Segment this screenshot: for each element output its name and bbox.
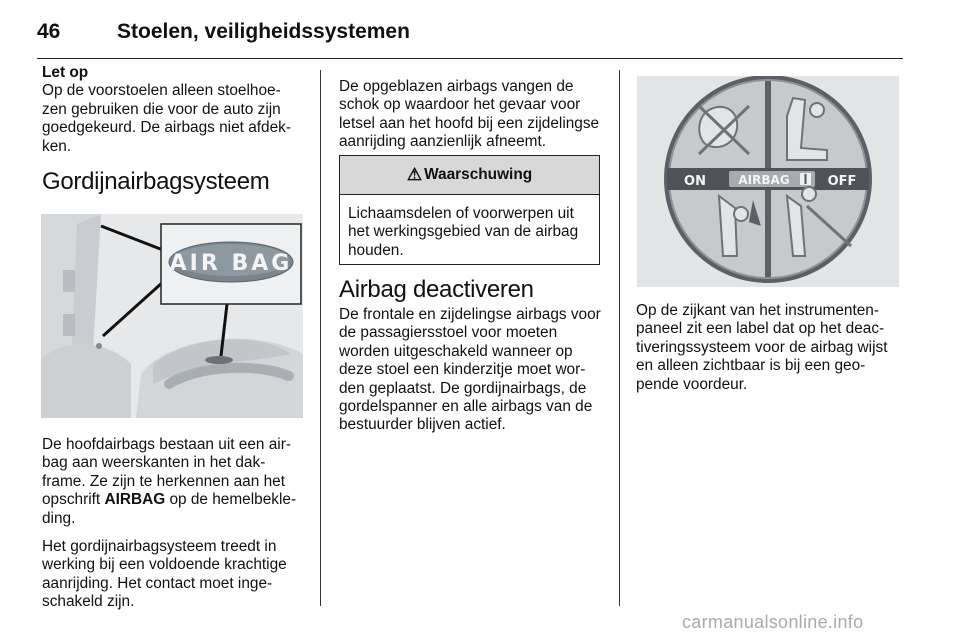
- switch-on-label: ON: [684, 174, 706, 189]
- switch-off-label: OFF: [827, 174, 857, 189]
- column-3: [636, 302, 906, 394]
- note-text: Op de voorstoelen alleen stoelhoe-zen gebruiken die voor de auto zijn goedgekeurd. De airbags niet afdek-ken.: [42, 82, 291, 155]
- curtain-airbag-illustration: [41, 214, 303, 418]
- column-divider-1: [320, 70, 321, 606]
- note-title: Let op: [42, 64, 89, 81]
- para-text-part: De hoofdairbags bestaan uit een air-bag aan weerskanten in het dak-frame. Ze zijn te herkennen aan het opschrift: [42, 436, 291, 509]
- page-number: 46: [37, 20, 61, 43]
- warning-text: Lichaamsdelen of voorwerpen uit het werkingsgebied van de airbag houden.: [348, 205, 579, 259]
- paragraph-inflated-airbags: De opgeblazen airbags vangen de schok op waardoor het gevaar voor letsel aan het hoofd bij een zijdelingse aanrijding aanzienlijk afneemt.: [339, 78, 600, 151]
- column-1-lower: [42, 436, 304, 612]
- deactivate-airbag-heading: Airbag deactiveren: [339, 276, 534, 303]
- column-divider-2: [619, 70, 620, 606]
- airbag-label-text: AIR BAG: [169, 251, 293, 276]
- warning-triangle-icon: ⚠: [406, 165, 423, 184]
- para-text-part: op de hemelbekle-ding.: [42, 491, 297, 527]
- page-header: [37, 20, 923, 50]
- warning-title: Waarschuwing: [424, 166, 533, 183]
- section-title: Stoelen, veiligheidssystemen: [117, 20, 410, 43]
- paragraph-activation: Het gordijnairbagsysteem treedt in werking bij een voldoende krachtige aanrijding. Het contact moet inge-schakeld zijn.: [42, 538, 287, 611]
- paragraph-label-location: Op de zijkant van het instrumenten-paneel zit een label dat op het deac-tiveringssysteem voor de airbag wijst en alleen zichtbaar is bij een geo-pende voordeur.: [636, 302, 888, 393]
- column-2-lower: [339, 276, 604, 435]
- header-rule: [37, 58, 903, 59]
- column-2-top: [339, 78, 604, 152]
- column-1: [42, 64, 304, 196]
- warning-box: [339, 155, 600, 265]
- warning-header: [340, 156, 599, 195]
- watermark: carmanualsonline.info: [682, 612, 864, 632]
- airbag-keyword: AIRBAG: [104, 491, 166, 509]
- switch-airbag-label: AIRBAG: [738, 173, 790, 187]
- curtain-airbag-heading: Gordijnairbagsysteem: [42, 168, 270, 196]
- airbag-deactivation-label-illustration: [637, 76, 899, 287]
- paragraph-deactivation: De frontale en zijdelingse airbags voor de passagiersstoel voor moeten worden uitgeschakeld wanneer op deze stoel een kinderzitje moet wor-den geplaatst. De gordijnairbags, de gordelspanner en alle airbags van de bestuurder blijven actief.: [339, 306, 601, 434]
- paragraph-headairbags: [42, 436, 304, 528]
